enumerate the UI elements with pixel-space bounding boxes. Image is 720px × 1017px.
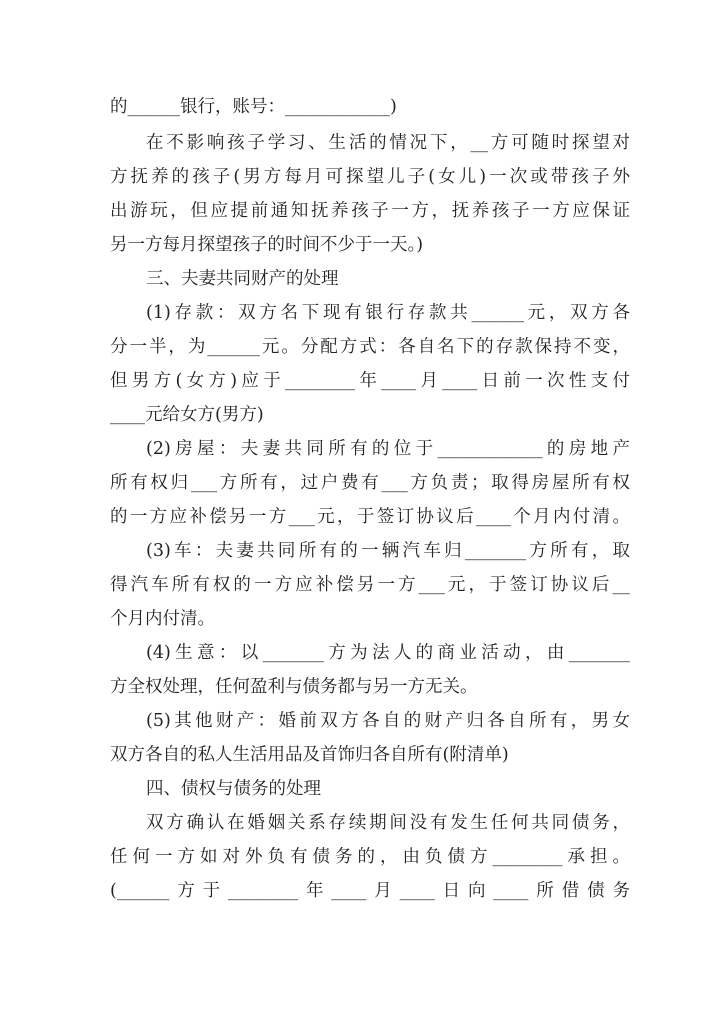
text-line: (1)存款：双方名下现有银行存款共______元，双方各 <box>146 303 630 323</box>
text-line: 方全权处理，任何盈利与债务都与另一方无关。 <box>110 677 478 697</box>
text-line: 的一方应补偿另一方___元，于签订协议后____个月内付清。 <box>110 507 630 527</box>
text-line: 另一方每月探望孩子的时间不少于一天。) <box>110 235 424 255</box>
text-line: (______方于________年____月____日向____所借债务 <box>110 881 630 901</box>
text-line: 在不影响孩子学习、生活的情况下，__方可随时探望对 <box>146 133 630 153</box>
section-heading: 四、债权与债务的处理 <box>146 779 321 799</box>
text-line: 双方确认在婚姻关系存续期间没有发生任何共同债务， <box>146 813 630 833</box>
text-line: 方抚养的孩子(男方每月可探望儿子(女儿)一次或带孩子外 <box>110 167 630 187</box>
text-line: 双方各自的私人生活用品及首饰归各自所有(附清单) <box>110 745 509 765</box>
text-line: (4)生意：以_______方为法人的商业活动，由_______ <box>146 643 630 663</box>
text-line: 的______银行，账号：____________) <box>110 97 397 117</box>
text-line: (3)车：夫妻共同所有的一辆汽车归_______方所有，取 <box>146 541 630 561</box>
text-line: 个月内付清。 <box>110 609 215 629</box>
text-line: 所有权归___方所有，过户费有___方负责；取得房屋所有权 <box>110 473 630 493</box>
text-line: 得汽车所有权的一方应补偿另一方___元，于签订协议后__ <box>110 575 630 595</box>
text-line: ____元给女方(男方) <box>110 405 264 425</box>
text-line: 分一半，为______元。分配方式：各自名下的存款保持不变， <box>110 337 630 357</box>
section-heading: 三、夫妻共同财产的处理 <box>146 269 339 289</box>
text-line: 但男方(女方)应于________年____月____日前一次性支付 <box>110 371 630 391</box>
text-line: (2)房屋：夫妻共同所有的位于____________的房地产 <box>146 439 630 459</box>
text-line: 任何一方如对外负有债务的，由负债方________承担。 <box>110 847 630 867</box>
text-line: 出游玩，但应提前通知抚养孩子一方，抚养孩子一方应保证 <box>110 201 630 221</box>
text-line: (5)其他财产：婚前双方各自的财产归各自所有，男女 <box>146 711 630 731</box>
